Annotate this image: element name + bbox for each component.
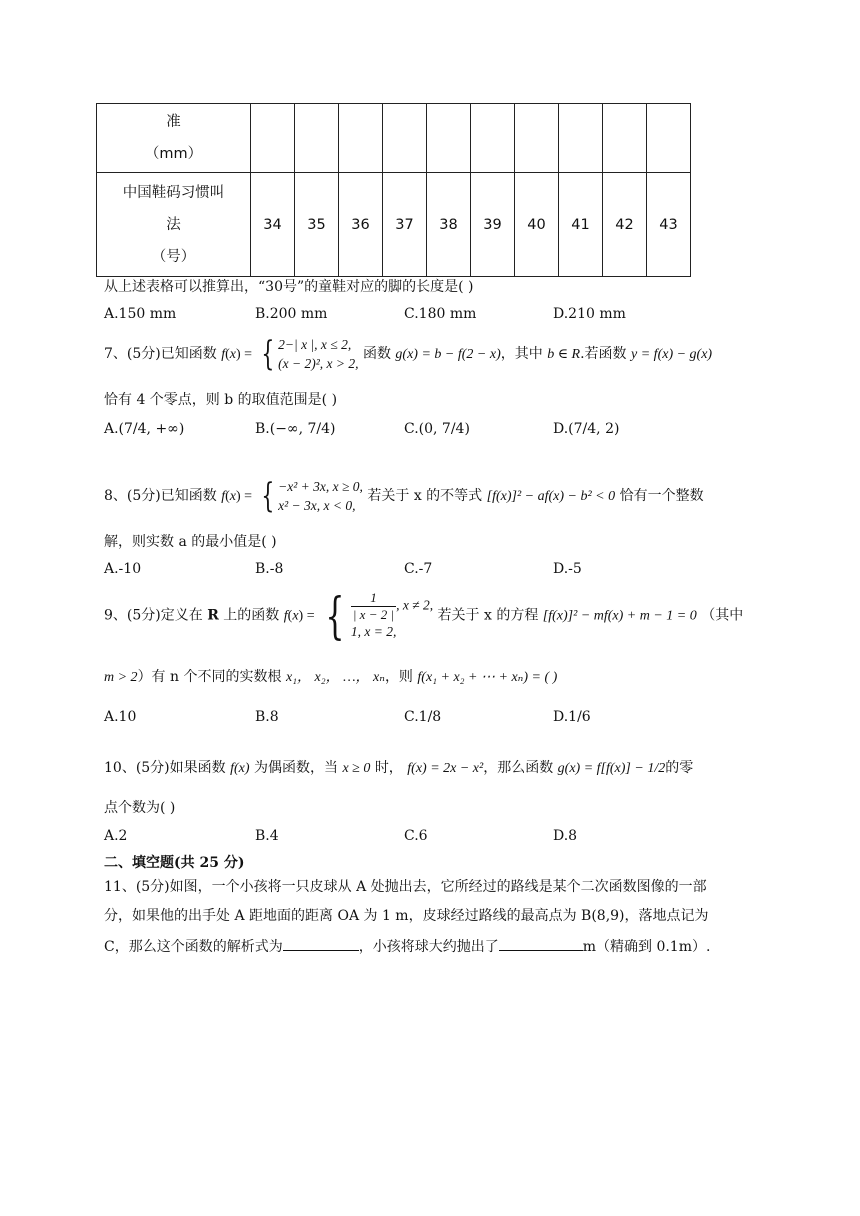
table-cell: 35 — [295, 173, 339, 277]
table-row — [97, 104, 691, 173]
table-cell — [383, 104, 427, 173]
q8-option-c: C.-7 — [404, 561, 433, 577]
q7-line1: 7、(5分)已知函数 f(x) = { 2−| x |, x ≤ 2, (x − 2)², x > 2, 函数 g(x) = b − f(2 − x)，其中 b ∈ R.若函数 y = f(x) − g(x) — [104, 334, 713, 374]
q7-option-a: A.(7/4, +∞) — [104, 421, 185, 437]
q10-line1: 10、(5分)如果函数 f(x) 为偶函数，当 x ≥ 0 时， f(x) = 2x − x²，那么函数 g(x) = f[f(x)] − 1/2的零 — [104, 760, 694, 776]
table-cell — [251, 104, 295, 173]
q10-option-c: C.6 — [404, 828, 428, 844]
table-cell — [559, 104, 603, 173]
q9-line1: 9、(5分)定义在 R 上的函数 f(x) = { $\frac{1}{| x - 2 |}$ , x ≠ 2, 1, x = 2, 若关于 x 的方程 [f(x)]² − mf(x) + m − 1 = 0 （其中 — [104, 586, 744, 645]
table-cell: 39 — [471, 173, 515, 277]
table-cell — [515, 104, 559, 173]
table-cell: 42 — [603, 173, 647, 277]
table-cell: 36 — [339, 173, 383, 277]
table-cell — [471, 104, 515, 173]
table-cell: 38 — [427, 173, 471, 277]
q8-option-d: D.-5 — [553, 561, 582, 577]
q9-option-b: B.8 — [255, 709, 279, 725]
table-cell: 40 — [515, 173, 559, 277]
table-cell — [603, 104, 647, 173]
q9-line2: m > 2）有 n 个不同的实数根 x₁， x₂， …， xₙ，则 f(x₁ + x₂ + ⋯ + xₙ) = ( ) — [104, 669, 558, 685]
answer-blank-1[interactable] — [283, 950, 359, 951]
shoe-size-table — [96, 103, 691, 277]
q9-option-c: C.1/8 — [404, 709, 442, 725]
table-cell — [647, 104, 691, 173]
q7-option-c: C.(0, 7/4) — [404, 421, 470, 437]
q10-option-d: D.8 — [553, 828, 578, 844]
q8-option-a: A.-10 — [104, 561, 142, 577]
table-row-header-foot-length: 准 （mm） — [97, 104, 251, 173]
q6-option-a: A.150 mm — [104, 306, 177, 322]
q11-line3: C，那么这个函数的解析式为 ，小孩将球大约抛出了 m（精确到 0.1m）. — [104, 939, 711, 955]
table-cell: 34 — [251, 173, 295, 277]
q10-option-b: B.4 — [255, 828, 279, 844]
q7-line2: 恰有 4 个零点，则 b 的取值范围是( ) — [104, 392, 338, 408]
table-cell: 41 — [559, 173, 603, 277]
q6-option-d: D.210 mm — [553, 306, 626, 322]
q8-line1: 8、(5分)已知函数 f(x) = { −x² + 3x, x ≥ 0, x² − 3x, x < 0, 若关于 x 的不等式 [f(x)]² − af(x) − b² < 0 恰有一个整数 — [104, 476, 704, 516]
table-row — [97, 173, 691, 277]
table-cell — [295, 104, 339, 173]
q9-option-d: D.1/6 — [553, 709, 591, 725]
q7-option-b: B.(−∞, 7/4) — [255, 421, 336, 437]
q6-option-b: B.200 mm — [255, 306, 328, 322]
q7-option-d: D.(7/4, 2) — [553, 421, 620, 437]
table-cell — [339, 104, 383, 173]
q8-option-b: B.-8 — [255, 561, 284, 577]
q11-line2: 分，如果他的出手处 A 距地面的距离 OA 为 1 m，皮球经过路线的最高点为 B(8,9)，落地点记为 — [104, 908, 709, 924]
q6-stem: 从上述表格可以推算出，“30号”的童鞋对应的脚的长度是( ) — [104, 279, 474, 295]
section-title-fill-blank: 二、填空题(共 25 分) — [104, 855, 245, 871]
q10-option-a: A.2 — [104, 828, 128, 844]
table-cell: 43 — [647, 173, 691, 277]
answer-blank-2[interactable] — [499, 950, 583, 951]
q11-line1: 11、(5分)如图，一个小孩将一只皮球从 A 处抛出去，它所经过的路线是某个二次函数图像的一部 — [104, 879, 707, 895]
q9-option-a: A.10 — [104, 709, 137, 725]
table-cell — [427, 104, 471, 173]
q8-line2: 解，则实数 a 的最小值是( ) — [104, 534, 277, 550]
table-cell: 37 — [383, 173, 427, 277]
table-row-header-shoe-size: 中国鞋码习惯叫 法 （号） — [97, 173, 251, 277]
q6-option-c: C.180 mm — [404, 306, 477, 322]
q10-line2: 点个数为( ) — [104, 800, 176, 816]
